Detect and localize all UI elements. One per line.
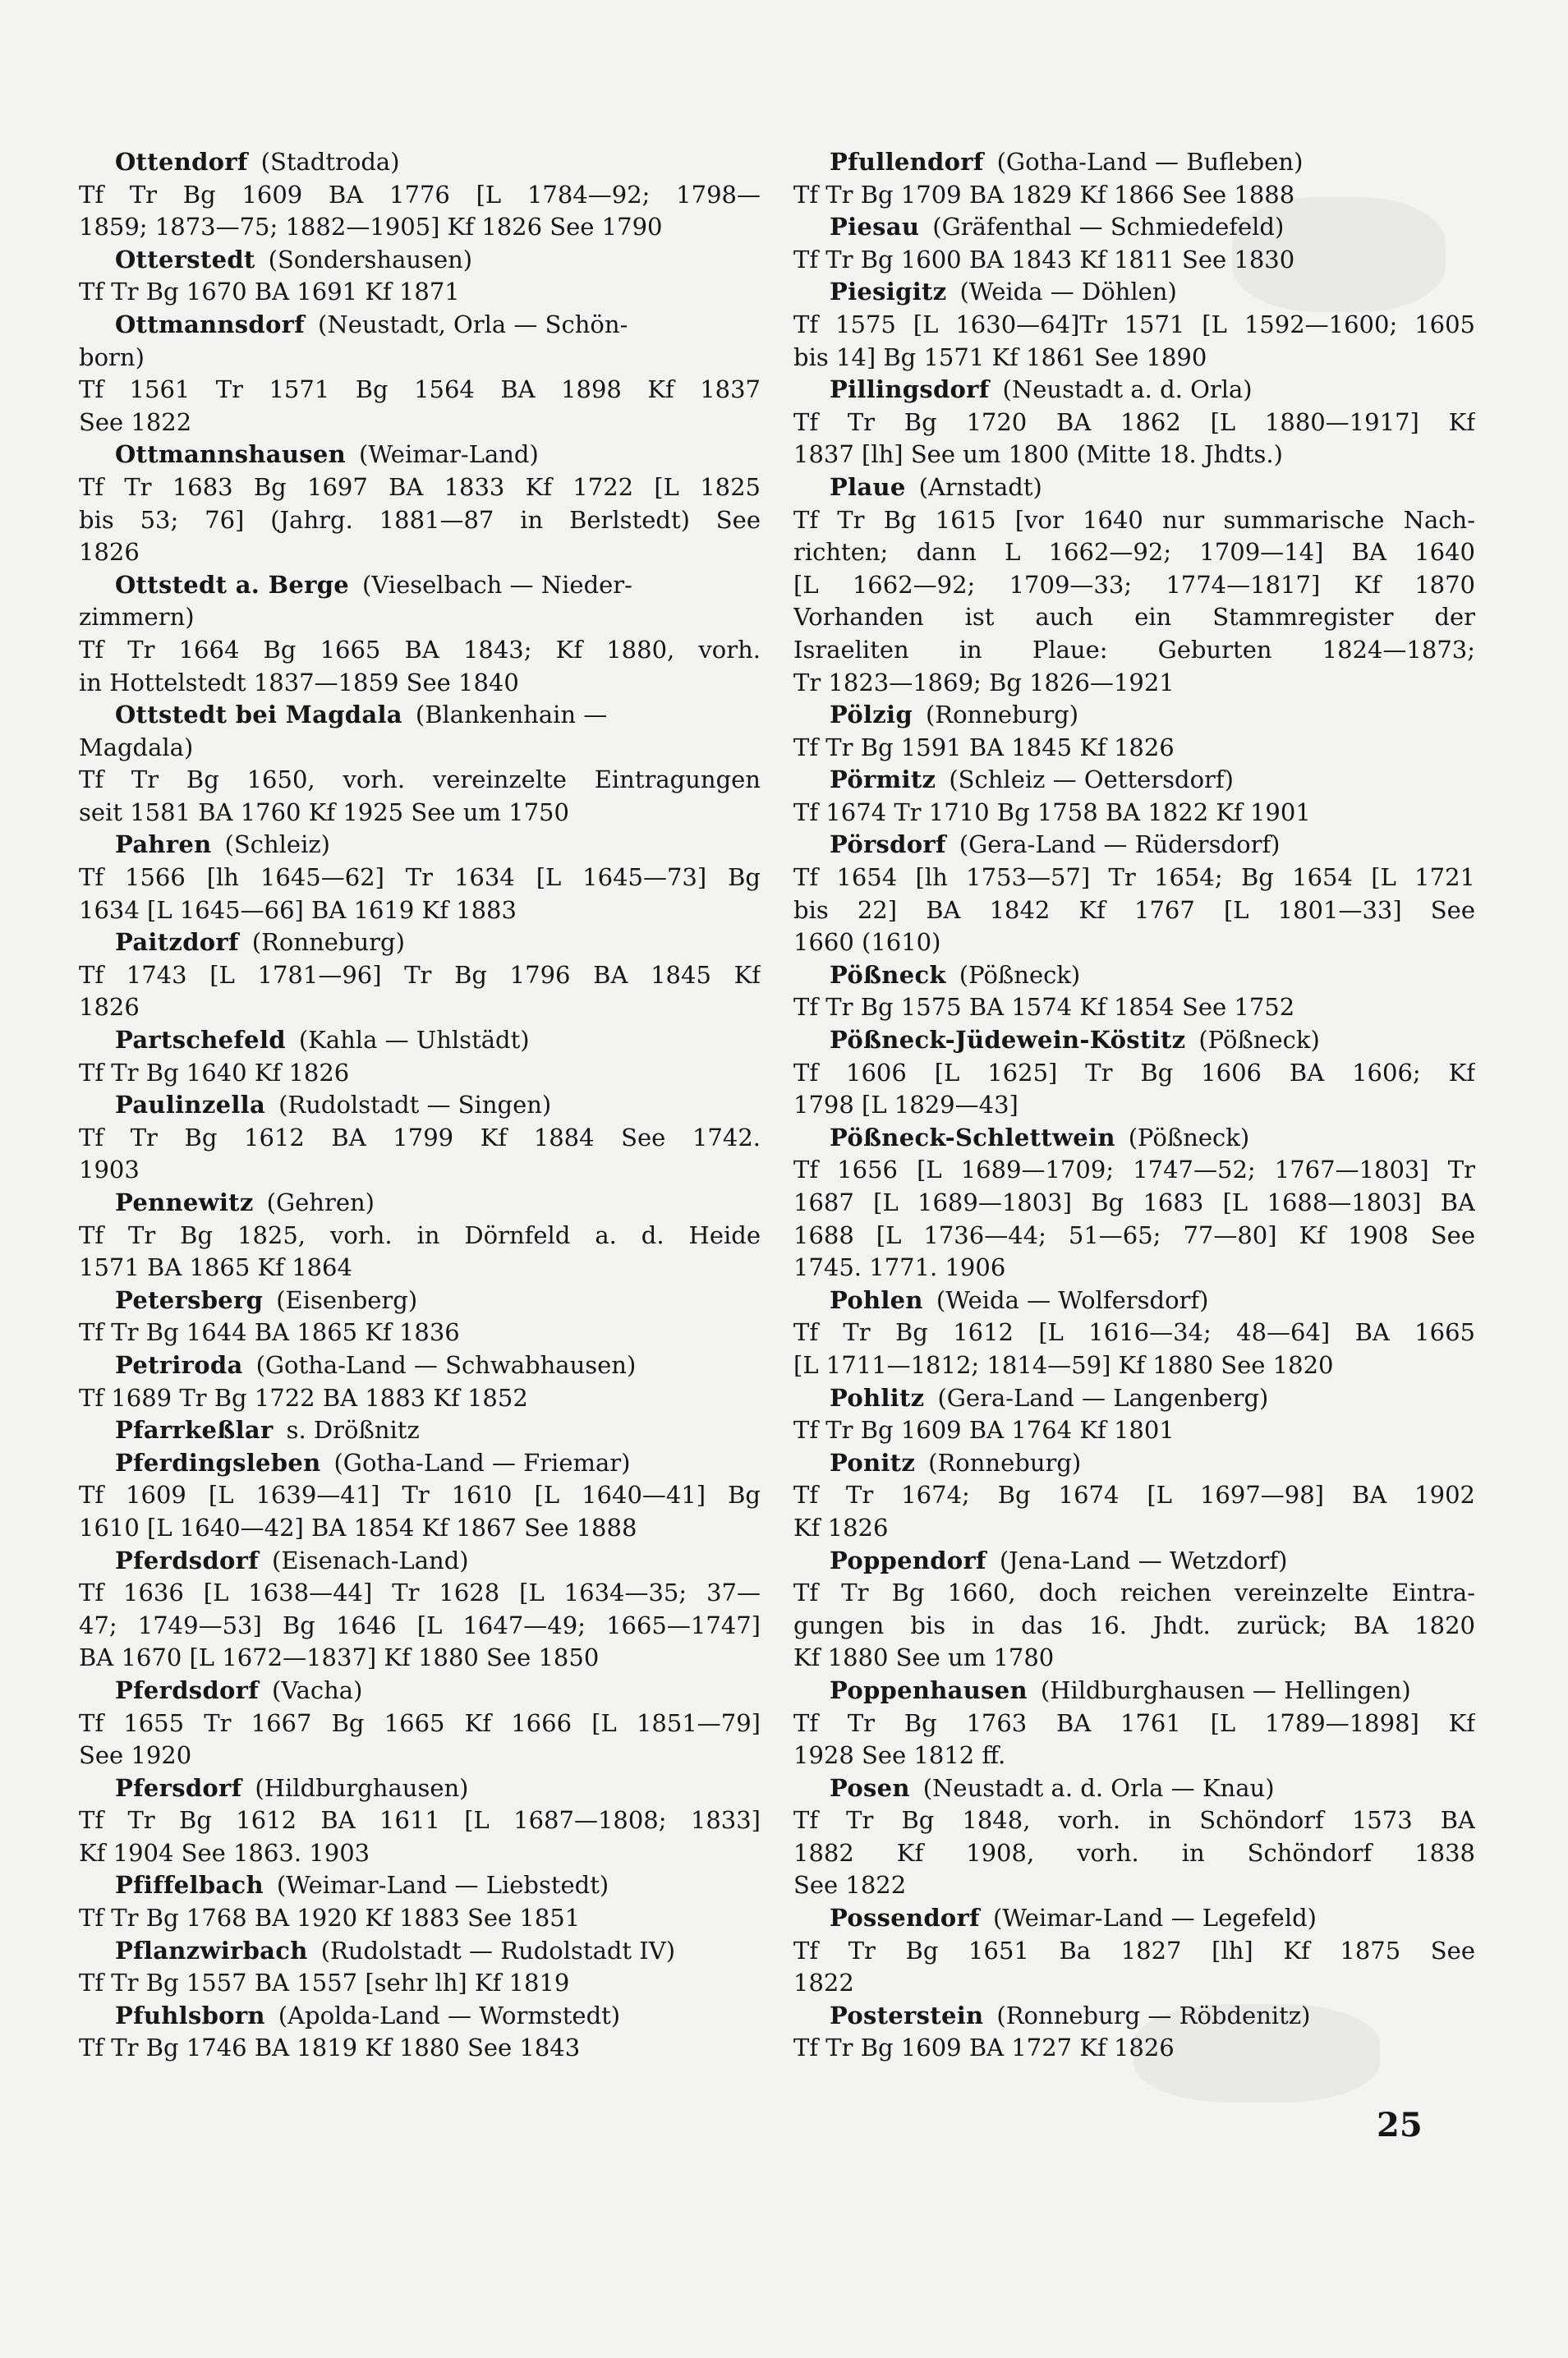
entry-record-line: See 1822 — [79, 407, 192, 436]
entry-record-line: 1882 Kf 1908, vorh. in Schöndorf 1838 — [793, 1838, 1475, 1867]
entry-record-line: Tf 1674 Tr 1710 Bg 1758 BA 1822 Kf 1901 — [793, 797, 1311, 826]
place-name: Petriroda — [115, 1350, 243, 1379]
place-name: Pfullendorf — [830, 148, 984, 176]
place-name: Posterstein — [830, 2001, 984, 2029]
register-entry — [79, 146, 761, 244]
place-name: Pferdingsleben — [115, 1448, 321, 1477]
entry-heading-line — [79, 1935, 761, 1968]
place-name: Pennewitz — [115, 1188, 254, 1216]
parish-seat: (Neustadt a. d. Orla) — [1002, 375, 1253, 404]
place-name: Pfiffelbach — [115, 1871, 264, 1900]
parish-seat: (Eisenach-Land) — [272, 1546, 469, 1574]
entry-record-line: Tr 1823—1869; Bg 1826—1921 — [793, 668, 1175, 696]
parish-seat: (Gera-Land — Rüdersdorf) — [959, 830, 1281, 859]
place-name: Pfersdorf — [115, 1773, 242, 1802]
register-entry — [793, 1675, 1475, 1772]
entry-heading-line — [79, 309, 761, 342]
page-number: 25 — [1377, 2106, 1423, 2144]
entry-record-line: 1837 [lh] See um 1800 (Mitte 18. Jhdts.) — [793, 440, 1283, 469]
entry-record-line: 47; 1749—53] Bg 1646 [L 1647—49; 1665—1747] — [79, 1611, 761, 1639]
entry-record-line: Tf Tr Bg 1746 BA 1819 Kf 1880 See 1843 — [79, 2034, 581, 2062]
parish-seat: (Hildburghausen — Hellingen) — [1040, 1675, 1411, 1704]
parish-seat: (Rudolstadt — Rudolstadt IV) — [320, 1936, 676, 1965]
place-name: Piesigitz — [830, 278, 947, 306]
entry-record-line: Tf Tr Bg 1557 BA 1557 [sehr lh] Kf 1819 — [79, 1969, 570, 1997]
entry-heading-line — [79, 2000, 761, 2033]
place-name: Pillingsdorf — [830, 375, 990, 404]
place-name: Posen — [830, 1773, 910, 1802]
parish-seat: (Schleiz — Oettersdorf) — [949, 765, 1234, 794]
register-entry — [79, 1447, 761, 1545]
parish-seat: (Sondershausen) — [268, 245, 473, 273]
place-name: Ottendorf — [115, 148, 248, 176]
entry-record-line: 1928 See 1812 ff. — [793, 1741, 1006, 1770]
register-entry — [79, 1414, 761, 1447]
entry-record-line: Tf Tr Bg 1609 BA 1764 Kf 1801 — [793, 1416, 1175, 1445]
register-entry — [79, 244, 761, 309]
entry-record-line: Tf Tr Bg 1670 BA 1691 Kf 1871 — [79, 278, 460, 306]
entry-record-line: Kf 1904 See 1863. 1903 — [79, 1838, 370, 1867]
entry-record-line: Tf Tr Bg 1612 BA 1799 Kf 1884 See 1742. — [79, 1123, 761, 1151]
register-entry — [793, 2000, 1475, 2065]
entry-record-line: Tf 1609 [L 1639—41] Tr 1610 [L 1640—41] Bg — [79, 1481, 761, 1510]
entry-heading-line — [79, 1187, 761, 1220]
entry-heading-line — [79, 1545, 761, 1578]
entry-record-line: Tf 1575 [L 1630—64]Tr 1571 [L 1592—1600; 1605 — [793, 310, 1475, 338]
register-entry — [793, 146, 1475, 211]
entry-record-line: 1687 [L 1689—1803] Bg 1683 [L 1688—1803] BA — [793, 1188, 1475, 1216]
parish-seat: s. Drößnitz — [286, 1416, 420, 1445]
entry-record-line: Tf Tr Bg 1650, vorh. vereinzelte Eintragungen — [79, 765, 761, 794]
parish-seat: (Schleiz) — [224, 830, 330, 859]
entry-heading-line — [793, 699, 1475, 732]
register-entry — [793, 1285, 1475, 1382]
place-name: Ottmannshausen — [115, 440, 347, 469]
entry-heading-line — [79, 1285, 761, 1317]
entry-heading-line — [793, 764, 1475, 797]
place-name: Pörmitz — [830, 765, 936, 794]
register-entry — [793, 959, 1475, 1024]
parish-seat: (Jena-Land — Wetzdorf) — [999, 1546, 1288, 1574]
place-name: Ottstedt bei Magdala — [115, 701, 402, 729]
entry-record-line: [L 1662—92; 1709—33; 1774—1817] Kf 1870 — [793, 570, 1475, 599]
entry-record-line: 1745. 1771. 1906 — [793, 1253, 1006, 1282]
entry-record-line: seit 1581 BA 1760 Kf 1925 See um 1750 — [79, 797, 569, 826]
entry-record-line: Tf Tr Bg 1600 BA 1843 Kf 1811 See 1830 — [793, 245, 1295, 273]
parish-seat: (Gotha-Land — Bufleben) — [996, 148, 1304, 176]
entry-heading-line — [793, 1024, 1475, 1057]
register-entry — [793, 1545, 1475, 1675]
parish-seat: (Blankenhain — — [415, 701, 608, 729]
parish-seat: (Hildburghausen) — [255, 1773, 469, 1802]
entry-record-line: Tf 1689 Tr Bg 1722 BA 1883 Kf 1852 — [79, 1383, 528, 1412]
entry-heading-line — [793, 1545, 1475, 1578]
place-name: Pfarrkeßlar — [115, 1416, 274, 1445]
entry-heading-line — [79, 1024, 761, 1057]
register-entry — [79, 1545, 761, 1675]
place-name: Poppendorf — [830, 1546, 986, 1574]
entry-record-line: Tf Tr Bg 1720 BA 1862 [L 1880—1917] Kf — [793, 407, 1475, 436]
parish-seat: (Gotha-Land — Friemar) — [333, 1448, 631, 1477]
entry-record-line: BA 1670 [L 1672—1837] Kf 1880 See 1850 — [79, 1643, 600, 1672]
parish-seat: (Neustadt, Orla — Schön- — [318, 310, 628, 338]
entry-heading-line — [79, 439, 761, 471]
entry-heading-line — [79, 1447, 761, 1480]
entry-record-line: bis 53; 76] (Jahrg. 1881—87 in Berlstedt) See — [79, 505, 761, 534]
parish-seat: (Neustadt a. d. Orla — Knau) — [922, 1773, 1275, 1802]
parish-seat: (Vieselbach — Nieder- — [362, 570, 632, 599]
entry-heading-line — [79, 1089, 761, 1122]
place-name: Pfuhlsborn — [115, 2001, 265, 2029]
register-entry — [79, 569, 761, 699]
register-entry — [79, 2000, 761, 2065]
entry-heading-line — [793, 1285, 1475, 1317]
parish-seat: (Ronneburg — Röbdenitz) — [996, 2001, 1311, 2029]
entry-record-line: Tf Tr Bg 1612 [L 1616—34; 48—64] BA 1665 — [793, 1318, 1475, 1347]
entry-record-line: Tf Tr Bg 1609 BA 1727 Kf 1826 — [793, 2034, 1175, 2062]
place-name: Paulinzella — [115, 1091, 266, 1119]
parish-seat: (Kahla — Uhlstädt) — [298, 1026, 530, 1055]
place-name: Piesau — [830, 213, 920, 241]
register-entry — [79, 1935, 761, 2000]
entry-heading-line — [793, 146, 1475, 179]
register-entry — [79, 439, 761, 568]
register-entry — [79, 1285, 761, 1349]
entry-record-line: Tf Tr 1674; Bg 1674 [L 1697—98] BA 1902 — [793, 1481, 1475, 1510]
left-column — [79, 146, 761, 2065]
entry-record-line: zimmern) — [79, 603, 195, 632]
entry-record-line: 1903 — [79, 1156, 140, 1184]
entry-record-line: Tf Tr Bg 1575 BA 1574 Kf 1854 See 1752 — [793, 993, 1295, 1022]
register-entry — [793, 1447, 1475, 1545]
parish-seat: (Rudolstadt — Singen) — [278, 1091, 552, 1119]
entry-record-line: richten; dann L 1662—92; 1709—14] BA 1640 — [793, 538, 1475, 567]
entry-record-line: gungen bis in das 16. Jhdt. zurück; BA 1820 — [793, 1611, 1475, 1639]
register-entry — [79, 1675, 761, 1772]
parish-seat: (Pößneck) — [1198, 1026, 1320, 1055]
entry-record-line: Tf Tr Bg 1848, vorh. in Schöndorf 1573 BA — [793, 1806, 1475, 1835]
entry-record-line: Tf Tr Bg 1591 BA 1845 Kf 1826 — [793, 733, 1175, 761]
register-entry — [793, 471, 1475, 699]
register-entry — [793, 829, 1475, 958]
entry-record-line: See 1822 — [793, 1871, 907, 1900]
entry-record-line: born) — [79, 342, 145, 371]
entry-heading-line — [79, 1675, 761, 1708]
entry-heading-line — [79, 1869, 761, 1902]
entry-heading-line — [793, 1772, 1475, 1805]
register-entry — [793, 374, 1475, 471]
entry-record-line: See 1920 — [79, 1741, 192, 1770]
parish-seat: (Gotha-Land — Schwabhausen) — [255, 1350, 637, 1379]
entry-record-line: Tf Tr Bg 1640 Kf 1826 — [79, 1058, 350, 1087]
parish-seat: (Eisenberg) — [276, 1285, 418, 1314]
register-entry — [793, 211, 1475, 276]
place-name: Poppenhausen — [830, 1675, 1028, 1704]
place-name: Plaue — [830, 472, 906, 501]
parish-seat: (Gera-Land — Langenberg) — [937, 1383, 1269, 1412]
entry-record-line: Tf Tr 1664 Bg 1665 BA 1843; Kf 1880, vorh. — [79, 635, 761, 664]
register-entry — [79, 829, 761, 926]
place-name: Ottstedt a. Berge — [115, 570, 350, 599]
place-name: Pahren — [115, 830, 212, 859]
entry-heading-line — [79, 244, 761, 277]
place-name: Partschefeld — [115, 1026, 286, 1055]
entry-record-line: 1798 [L 1829—43] — [793, 1091, 1019, 1119]
parish-seat: (Ronneburg) — [251, 928, 405, 957]
place-name: Pößneck — [830, 960, 946, 989]
entry-record-line: Tf Tr Bg 1825, vorh. in Dörnfeld a. d. Heide — [79, 1220, 761, 1249]
entry-record-line: Tf Tr 1683 Bg 1697 BA 1833 Kf 1722 [L 1825 — [79, 472, 761, 501]
entry-record-line: Tf Tr Bg 1609 BA 1776 [L 1784—92; 1798— — [79, 180, 761, 209]
entry-record-line: Tf Tr Bg 1768 BA 1920 Kf 1883 See 1851 — [79, 1904, 581, 1933]
entry-record-line: Magdala) — [79, 733, 194, 761]
entry-record-line: in Hottelstedt 1837—1859 See 1840 — [79, 668, 519, 696]
entry-heading-line — [793, 1902, 1475, 1935]
entry-record-line: 1859; 1873—75; 1882—1905] Kf 1826 See 1790 — [79, 213, 663, 241]
entry-heading-line — [793, 471, 1475, 504]
entry-record-line: [L 1711—1812; 1814—59] Kf 1880 See 1820 — [793, 1350, 1334, 1379]
register-entry — [793, 1024, 1475, 1122]
entry-record-line: Tf Tr Bg 1651 Ba 1827 [lh] Kf 1875 See — [793, 1936, 1475, 1965]
place-name: Possendorf — [830, 1904, 980, 1933]
entry-heading-line — [79, 926, 761, 959]
place-name: Pohlitz — [830, 1383, 925, 1412]
place-name: Ponitz — [830, 1448, 916, 1477]
place-name: Ottmannsdorf — [115, 310, 305, 338]
entry-heading-line — [793, 1382, 1475, 1415]
entry-record-line: 1660 (1610) — [793, 928, 941, 957]
register-entry — [79, 926, 761, 1024]
entry-record-line: Tf Tr Bg 1644 BA 1865 Kf 1836 — [79, 1318, 460, 1347]
place-name: Pößneck-Schlettwein — [830, 1123, 1115, 1151]
entry-record-line: Tf Tr Bg 1763 BA 1761 [L 1789—1898] Kf — [793, 1708, 1475, 1737]
place-name: Otterstedt — [115, 245, 255, 273]
entry-heading-line — [793, 2000, 1475, 2033]
parish-seat: (Apolda-Land — Wormstedt) — [278, 2001, 621, 2029]
parish-seat: (Stadtroda) — [260, 148, 400, 176]
register-entry — [793, 699, 1475, 764]
entry-record-line: Kf 1880 See um 1780 — [793, 1643, 1055, 1672]
entry-record-line: 1822 — [793, 1969, 854, 1997]
register-entry — [79, 699, 761, 829]
entry-heading-line — [79, 1414, 761, 1447]
parish-seat: (Ronneburg) — [928, 1448, 1082, 1477]
place-name: Pößneck-Jüdewein-Köstitz — [830, 1026, 1186, 1055]
entry-heading-line — [79, 829, 761, 862]
entry-record-line: 1826 — [79, 538, 140, 567]
parish-seat: (Gräfenthal — Schmiedefeld) — [932, 213, 1285, 241]
right-column — [793, 146, 1475, 2065]
entry-record-line: Tf Tr Bg 1709 BA 1829 Kf 1866 See 1888 — [793, 180, 1295, 209]
place-name: Pörsdorf — [830, 830, 946, 859]
entry-record-line: 1826 — [79, 993, 140, 1022]
parish-seat: (Pößneck) — [959, 960, 1081, 989]
entry-record-line: 1610 [L 1640—42] BA 1854 Kf 1867 See 1888 — [79, 1513, 637, 1542]
entry-heading-line — [79, 699, 761, 732]
entry-heading-line — [793, 829, 1475, 862]
register-entry — [793, 276, 1475, 374]
register-entry — [79, 1869, 761, 1934]
entry-record-line: Tf 1655 Tr 1667 Bg 1665 Kf 1666 [L 1851—79] — [79, 1708, 761, 1737]
place-name: Pflanzwirbach — [115, 1936, 308, 1965]
place-name: Pölzig — [830, 701, 913, 729]
parish-seat: (Weimar-Land — Legefeld) — [992, 1904, 1317, 1933]
entry-record-line: Tf 1561 Tr 1571 Bg 1564 BA 1898 Kf 1837 — [79, 375, 761, 404]
entry-record-line: Tf 1566 [lh 1645—62] Tr 1634 [L 1645—73] Bg — [79, 863, 761, 892]
entry-heading-line — [793, 211, 1475, 244]
entry-record-line: Israeliten in Plaue: Geburten 1824—1873; — [793, 635, 1475, 664]
place-name: Petersberg — [115, 1285, 264, 1314]
entry-record-line: 1688 [L 1736—44; 51—65; 77—80] Kf 1908 See — [793, 1220, 1475, 1249]
register-entry — [79, 309, 761, 439]
entry-record-line: bis 22] BA 1842 Kf 1767 [L 1801—33] See — [793, 895, 1475, 924]
parish-seat: (Weida — Wolfersdorf) — [936, 1285, 1209, 1314]
entry-record-line: Tf Tr Bg 1612 BA 1611 [L 1687—1808; 1833] — [79, 1806, 761, 1835]
place-name: Paitzdorf — [115, 928, 239, 957]
parish-seat: (Pößneck) — [1128, 1123, 1250, 1151]
entry-record-line: Vorhanden ist auch ein Stammregister der — [793, 603, 1475, 632]
parish-seat: (Gehren) — [266, 1188, 375, 1216]
entry-record-line: bis 14] Bg 1571 Kf 1861 See 1890 — [793, 342, 1207, 371]
place-name: Pferdsdorf — [115, 1546, 259, 1574]
entry-heading-line — [79, 146, 761, 179]
entry-heading-line — [79, 1772, 761, 1805]
entry-heading-line — [79, 569, 761, 602]
entry-heading-line — [793, 276, 1475, 309]
entry-record-line: Tf 1606 [L 1625] Tr Bg 1606 BA 1606; Kf — [793, 1058, 1475, 1087]
entry-record-line: Tf 1743 [L 1781—96] Tr Bg 1796 BA 1845 Kf — [79, 960, 761, 989]
register-entry — [79, 1772, 761, 1870]
entry-heading-line — [793, 1447, 1475, 1480]
entry-heading-line — [793, 1675, 1475, 1708]
register-entry — [793, 1122, 1475, 1285]
entry-record-line: Tf 1636 [L 1638—44] Tr 1628 [L 1634—35; 37— — [79, 1579, 761, 1607]
entry-heading-line — [793, 374, 1475, 407]
register-entry — [793, 1382, 1475, 1447]
entry-record-line: 1571 BA 1865 Kf 1864 — [79, 1253, 352, 1282]
entry-heading-line — [793, 1122, 1475, 1155]
parish-seat: (Vacha) — [272, 1675, 363, 1704]
register-entry — [793, 1902, 1475, 2000]
place-name: Pohlen — [830, 1285, 923, 1314]
entry-record-line: Tf Tr Bg 1615 [vor 1640 nur summarische Nach- — [793, 505, 1475, 534]
register-entry — [79, 1024, 761, 1089]
entry-heading-line — [793, 959, 1475, 992]
entry-record-line: 1634 [L 1645—66] BA 1619 Kf 1883 — [79, 895, 517, 924]
parish-seat: (Arnstadt) — [918, 472, 1042, 501]
entry-heading-line — [79, 1349, 761, 1382]
register-entry — [79, 1187, 761, 1285]
place-name: Pferdsdorf — [115, 1675, 259, 1704]
entry-record-line: Tf 1656 [L 1689—1709; 1747—52; 1767—1803] Tr — [793, 1156, 1475, 1184]
register-entry — [79, 1089, 761, 1187]
parish-seat: (Weimar-Land — Liebstedt) — [276, 1871, 609, 1900]
parish-seat: (Weida — Döhlen) — [959, 278, 1177, 306]
entry-record-line: Tf Tr Bg 1660, doch reichen vereinzelte Eintra- — [793, 1579, 1475, 1607]
register-entry — [79, 1349, 761, 1414]
entry-record-line: Tf 1654 [lh 1753—57] Tr 1654; Bg 1654 [L 1721 — [793, 863, 1475, 892]
register-entry — [793, 1772, 1475, 1902]
register-entry — [793, 764, 1475, 829]
parish-seat: (Ronneburg) — [925, 701, 1079, 729]
parish-seat: (Weimar-Land) — [359, 440, 539, 469]
entry-record-line: Kf 1826 — [793, 1513, 889, 1542]
